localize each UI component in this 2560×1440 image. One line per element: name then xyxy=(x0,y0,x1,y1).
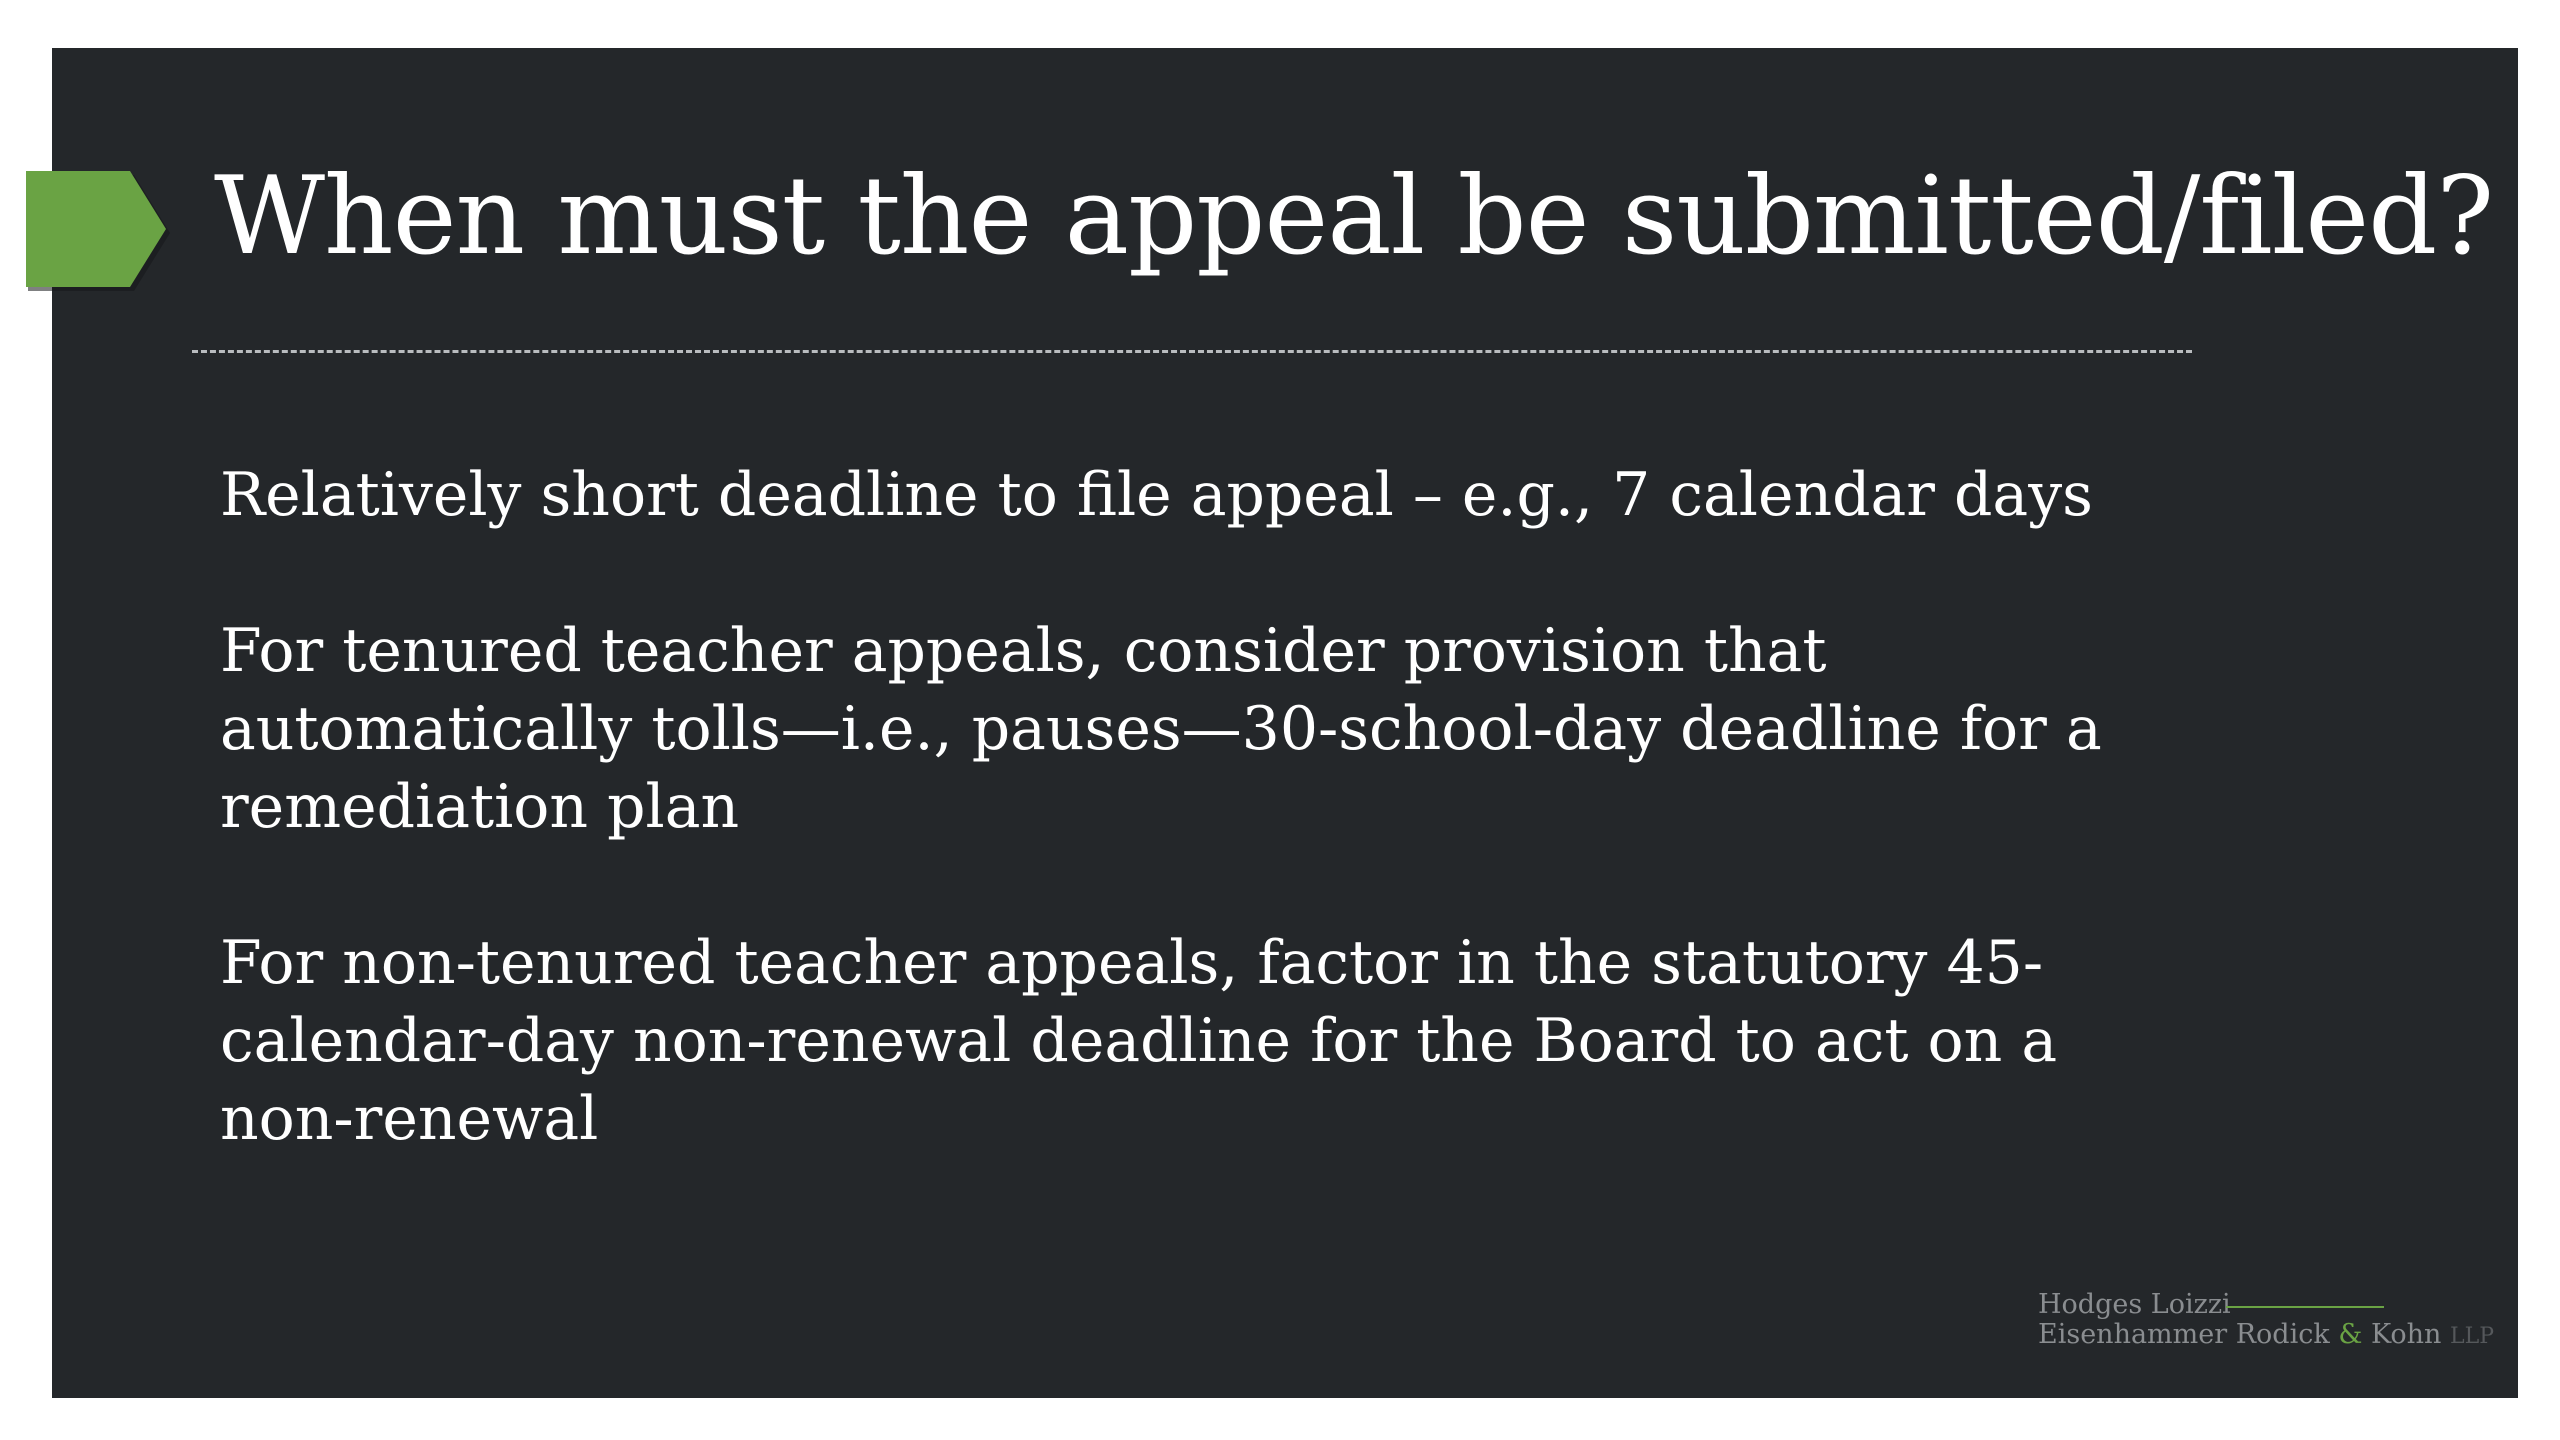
slide-body xyxy=(220,456,2220,1236)
logo-rule xyxy=(2226,1306,2384,1308)
logo-suffix: LLP xyxy=(2450,1324,2495,1349)
logo-line-1: Hodges Loizzi xyxy=(2038,1289,2231,1320)
green-arrow-tab-icon xyxy=(26,171,172,295)
paragraph-deadline: Relatively short deadline to file appeal – e.g., 7 calendar days xyxy=(220,460,2093,530)
paragraph-tenured: For tenured teacher appeals, consider provision that automatically tolls—i.e., pauses—30-school-day deadline for a remediation plan xyxy=(220,616,2102,842)
slide-title: When must the appeal be submitted/filed? xyxy=(214,154,2494,279)
paragraph-non-tenured: For non-tenured teacher appeals, factor in the statutory 45- calendar-day non-renewal deadline for the Board to act on a non-renewal xyxy=(220,928,2058,1154)
slide xyxy=(52,48,2518,1398)
logo-ampersand: & xyxy=(2338,1319,2363,1350)
logo-names: Eisenhammer Rodick xyxy=(2038,1319,2330,1350)
logo-line-2 xyxy=(2038,1320,2494,1352)
firm-logo xyxy=(2038,1289,2495,1360)
dashed-divider xyxy=(192,350,2192,353)
logo-last-name: Kohn xyxy=(2370,1319,2442,1350)
